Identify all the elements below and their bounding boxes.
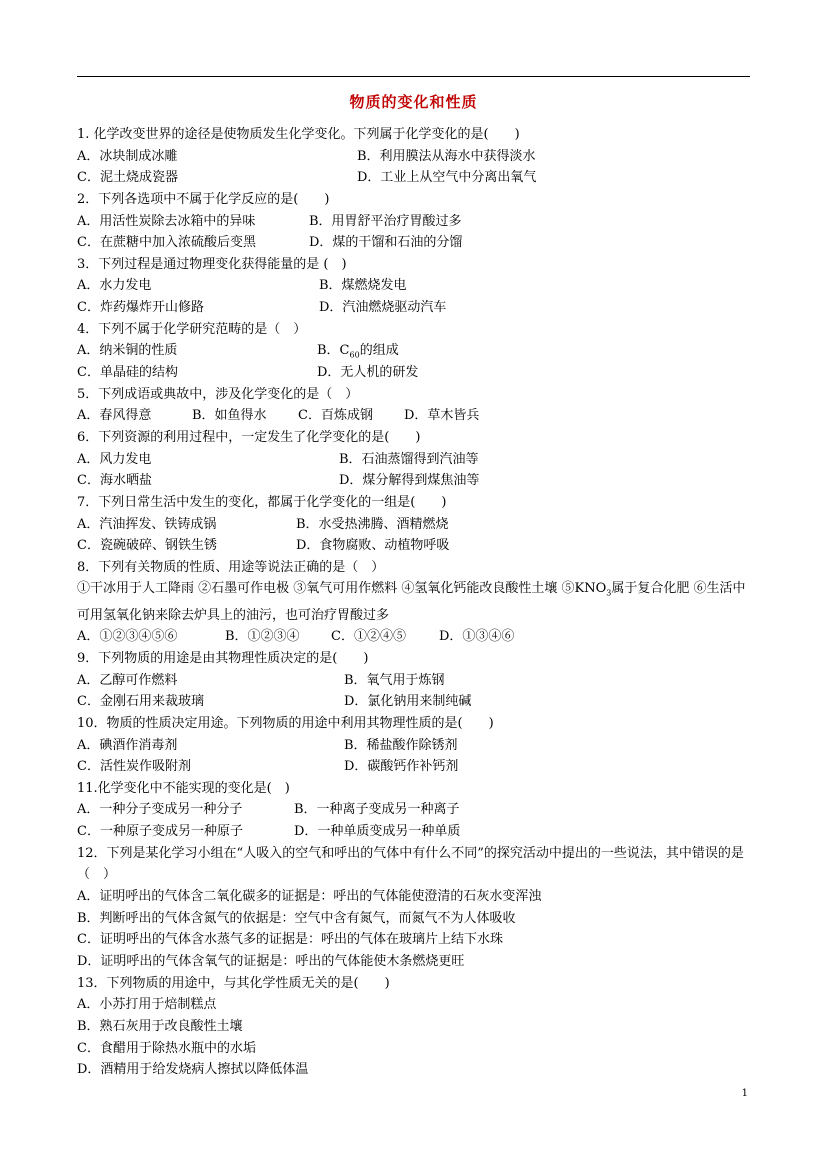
- q10-option-d: D．碳酸钙作补钙剂: [344, 759, 459, 775]
- question-4-stem: 4．下列不属于化学研究范畴的是（ ）: [77, 321, 307, 337]
- q5-option-a: A．春风得意: [77, 408, 152, 424]
- question-7-stem: 7．下列日常生活中发生的变化，都属于化学变化的一组是( ): [77, 494, 447, 510]
- q4-option-a: A．纳米铜的性质: [77, 343, 178, 359]
- q5-option-d: D．草木皆兵: [404, 408, 480, 424]
- q4-option-b-prefix: B．C: [317, 343, 350, 359]
- q5-option-b: B．如鱼得水: [192, 408, 267, 424]
- q6-option-c: C．海水晒盐: [77, 473, 152, 489]
- q7-option-b: B．水受热沸腾、酒精燃烧: [296, 516, 449, 532]
- q8-statements-post: 属于复合化肥 ⑥生活中可用氢氧化钠来除去炉具上的油污，也可治疗胃酸过多: [77, 581, 746, 623]
- q5-option-c: C．百炼成钢: [298, 408, 373, 424]
- question-7-row-ab: [77, 514, 752, 536]
- q3-option-c: C．炸药爆炸开山修路: [77, 300, 204, 316]
- q1-option-d: D．工业上从空气中分离出氧气: [357, 170, 537, 186]
- q1-option-c: C．泥土烧成瓷器: [77, 170, 178, 186]
- question-11-stem: 11.化学变化中不能实现的变化是( ): [77, 780, 290, 796]
- question-4-row-ab: [77, 340, 752, 362]
- q2-option-a: A．用活性炭除去冰箱中的异味: [77, 213, 256, 229]
- q7-option-d: D．食物腐败、动植物呼吸: [296, 538, 450, 554]
- q12-option-a: A．证明呼出的气体含二氧化碳多的证据是：呼出的气体能使澄清的石灰水变浑浊: [77, 889, 542, 905]
- page-title: 物质的变化和性质: [349, 93, 478, 111]
- q8-statements-subscript: 3: [606, 589, 612, 599]
- question-3-row-cd: [77, 297, 752, 319]
- q3-option-d: D．汽油燃烧驱动汽车: [319, 300, 447, 316]
- question-list: [77, 124, 752, 1081]
- question-2-row-cd: [77, 232, 752, 254]
- question-1-row-cd: [77, 167, 752, 189]
- q12-option-c: C．证明呼出的气体含水蒸气多的证据是：呼出的气体在玻璃片上结下水珠: [77, 932, 503, 948]
- q9-option-a: A．乙醇可作燃料: [77, 672, 178, 688]
- q13-option-d: D．酒精用于给发烧病人擦拭以降低体温: [77, 1062, 309, 1078]
- q4-option-b-subscript: 60: [349, 351, 360, 360]
- q7-option-c: C．瓷碗破碎、钢铁生锈: [77, 538, 217, 554]
- q10-option-c: C．活性炭作吸附剂: [77, 759, 191, 775]
- q3-option-b: B．煤燃烧发电: [319, 278, 407, 294]
- q6-option-b: B．石油蒸馏得到汽油等: [339, 451, 479, 467]
- q2-option-c: C．在蔗糖中加入浓硫酸后变黑: [77, 235, 256, 251]
- q2-option-b: B．用胃舒平治疗胃酸过多: [309, 213, 462, 229]
- q4-option-c: C．单晶硅的结构: [77, 365, 178, 381]
- q13-option-a: A．小苏打用于焙制糕点: [77, 997, 217, 1013]
- question-13-stem: 13．下列物质的用途中，与其化学性质无关的是( ): [77, 975, 390, 991]
- q6-option-a: A．风力发电: [77, 451, 152, 467]
- q1-option-a: A．冰块制成冰雕: [77, 148, 178, 164]
- question-12-stem: 12．下列是某化学习小组在“人吸入的空气和呼出的气体中有什么不同”的探究活动中提出的一些说法，其中错误的是（ ）: [77, 845, 744, 883]
- question-1-row-ab: [77, 146, 752, 168]
- page-number: 1: [741, 1088, 748, 1099]
- question-5-options: [77, 405, 752, 427]
- header-rule: [77, 76, 750, 77]
- q13-option-c: C．食醋用于除热水瓶中的水垢: [77, 1040, 256, 1056]
- question-1-stem: 1. 化学改变世界的途径是使物质发生化学变化。下列属于化学变化的是( ): [77, 127, 520, 142]
- question-9-row-cd: [77, 691, 752, 713]
- q11-option-d: D．一种单质变成另一种单质: [294, 824, 461, 840]
- q6-option-d: D．煤分解得到煤焦油等: [339, 473, 480, 489]
- q8-option-a: A．①②③④⑤⑥: [77, 629, 178, 645]
- q10-option-b: B．稀盐酸作除锈剂: [344, 737, 458, 753]
- question-5-stem: 5．下列成语或典故中，涉及化学变化的是（ ）: [77, 386, 359, 402]
- q9-option-b: B．氧气用于炼钢: [344, 672, 445, 688]
- question-9-stem: 9．下列物质的用途是由其物理性质决定的是( ): [77, 651, 369, 666]
- question-8-stem: 8．下列有关物质的性质、用途等说法正确的是（ ）: [77, 559, 385, 575]
- q11-option-b: B．一种离子变成另一种离子: [294, 802, 460, 818]
- question-9-row-ab: [77, 670, 752, 692]
- q8-option-b: B．①②③④: [225, 629, 300, 645]
- question-2-row-ab: [77, 211, 752, 233]
- question-6-row-cd: [77, 470, 752, 492]
- question-4-row-cd: [77, 362, 752, 384]
- question-6-stem: 6．下列资源的利用过程中，一定发生了化学变化的是( ): [77, 429, 421, 445]
- q9-option-c: C．金刚石用来裁玻璃: [77, 694, 204, 710]
- question-10-stem: 10．物质的性质决定用途。下列物质的用途中利用其物理性质的是( ): [77, 715, 494, 731]
- q3-option-a: A．水力发电: [77, 278, 152, 294]
- question-11-row-cd: [77, 821, 752, 843]
- q2-option-d: D．煤的干馏和石油的分馏: [309, 235, 463, 251]
- q4-option-d: D．无人机的研发: [317, 365, 419, 381]
- q7-option-a: A．汽油挥发、铁铸成锅: [77, 516, 217, 532]
- q8-statements-pre: ①干冰用于人工降雨 ②石墨可作电极 ③氧气可用作燃料 ④氢氧化钙能改良酸性土壤 ⑤KNO: [77, 581, 607, 597]
- question-10-row-cd: [77, 756, 752, 778]
- question-6-row-ab: [77, 449, 752, 471]
- q12-option-b: B．判断呼出的气体含氮气的依据是：空气中含有氮气，而氮气不为人体吸收: [77, 910, 516, 926]
- question-3-row-ab: [77, 275, 752, 297]
- question-2-stem: 2．下列各选项中不属于化学反应的是( ): [77, 191, 330, 207]
- q13-option-b: B．熟石灰用于改良酸性土壤: [77, 1018, 243, 1034]
- q9-option-d: D．氯化钠用来制纯碱: [344, 694, 472, 710]
- q8-option-c: C．①②④⑤: [331, 629, 406, 645]
- q1-option-b: B．利用膜法从海水中获得淡水: [357, 148, 536, 164]
- question-3-stem: 3．下列过程是通过物理变化获得能量的是 ( ): [77, 256, 347, 272]
- q10-option-a: A．碘酒作消毒剂: [77, 737, 178, 753]
- q11-option-a: A．一种分子变成另一种分子: [77, 802, 243, 818]
- q12-option-d: D．证明呼出的气体含氧气的证据是：呼出的气体能使木条燃烧更旺: [77, 954, 465, 969]
- question-10-row-ab: [77, 735, 752, 757]
- q8-option-d: D．①③④⑥: [439, 629, 515, 645]
- q4-option-b-suffix: 的组成: [359, 343, 399, 359]
- q11-option-c: C．一种原子变成另一种原子: [77, 824, 243, 840]
- question-11-row-ab: [77, 799, 752, 821]
- question-8-options: [77, 626, 752, 648]
- question-8-statements: [77, 578, 752, 626]
- question-7-row-cd: [77, 535, 752, 557]
